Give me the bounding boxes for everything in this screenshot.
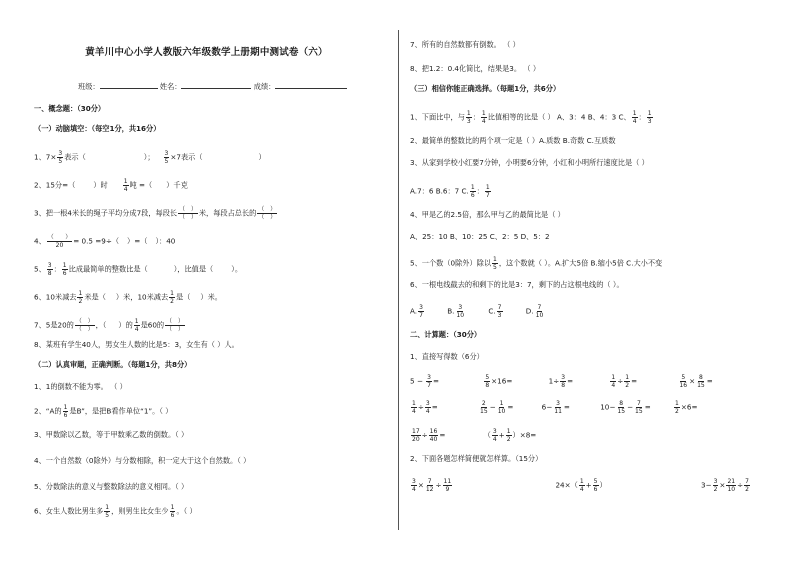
judge-3: 3、甲数除以乙数，等于甲数乘乙数的倒数。（ ） (34, 430, 189, 439)
calc-row-3: $\frac{17}{20}$ ÷ $\frac{16}{40}$ = （ $\frac{3}{4}$ + $\frac{1}{2}$ ）×8= (412, 428, 537, 443)
score-label: 成绩： (253, 82, 276, 91)
calc-2-heading: 2、下面各题怎样简便就怎样算。（15分） (410, 454, 543, 463)
calc-1-heading: 1、直接写得数（6分） (410, 352, 484, 361)
calc-row-1: 5 − $\frac{3}{7}$ = $\frac{5}{8}$ ×16= 1÷ $\frac{3}{8}$ = $\frac{1}{4}$ ÷ $\frac{1}{2}$ = $\frac{5}{16}$ × $\frac{8}{15}$ = (410, 374, 713, 389)
fraction: $\frac{1}{4}$ (123, 178, 128, 193)
score-blank[interactable] (275, 80, 347, 89)
column-divider (398, 30, 399, 530)
fraction: $\frac{1}{4}$ (134, 318, 139, 333)
choice-3-options: A.7：6 B.6：7 C. $\frac{1}{6}$ ： $\frac{1}{7}$ (410, 184, 490, 199)
fraction: $\frac{1}{5}$ (105, 504, 110, 519)
choice-3: 3、从家到学校小红要7分钟，小明要6分钟，小红和小明所行速度比是（ ） (410, 158, 649, 167)
section-4-heading: 二、计算题：（30分） (410, 330, 482, 339)
fraction: $\frac{3}{5}$ (58, 150, 63, 165)
choice-6: 6、一根电线截去的和剩下的比是3：7，剩下的占这根电线的（ ）。 (410, 280, 624, 289)
fraction: $\frac{1}{2}$ (78, 290, 83, 305)
exam-title: 黄羊川中心小学人教版六年级数学上册期中测试卷（六） (85, 47, 328, 58)
fraction: $\frac{3}{10}$ (456, 304, 465, 319)
class-label: 班级： (78, 82, 100, 91)
name-blank[interactable] (181, 80, 251, 89)
fraction: $\frac{7}{10}$ (535, 304, 544, 319)
judge-5: 5、分数除法的意义与整数除法的意义相同。（ ） (34, 482, 189, 491)
class-blank[interactable] (100, 80, 158, 89)
judge-1: 1、1的倒数不能为零。 （ ） (34, 382, 127, 391)
fraction: $\frac{1}{6}$ (170, 504, 175, 519)
student-info-line (78, 80, 379, 92)
question-5: 5、 $\frac{3}{8}$ ： $\frac{1}{6}$ 比成最简单的整数比是（ ），比值是（ ）。 (34, 262, 243, 277)
judge-7: 7、所有的自然数都有倒数。 （ ） (410, 40, 520, 49)
section-3-heading: （三）相信你能正确选择。（每题1分，共6分） (410, 84, 561, 93)
fraction: $\frac{1}{4}$ (481, 110, 486, 125)
blank-fraction[interactable]: $\frac{( )}{20}$ (47, 234, 72, 249)
choice-6-options: A. $\frac{3}{7}$ B. $\frac{3}{10}$ C. $\frac{7}{3}$ D. $\frac{7}{10}$ (410, 304, 544, 319)
question-6: 6、10米减去 $\frac{1}{2}$ 米是（ ）米，10米减去 $\frac{1}{2}$ 是（ ）米。 (34, 290, 222, 305)
question-8: 8、某班有学生40人，男女生人数的比是5：3，女生有（ ）人。 (34, 340, 239, 349)
fraction: $\frac{1}{7}$ (485, 184, 490, 199)
choice-4: 4、甲是乙的2.5倍，那么甲与乙的最简比是（ ） (410, 210, 565, 219)
section-1a-heading: （一）动脑填空：（每空1分，共16分） (34, 124, 161, 133)
fraction: $\frac{1}{6}$ (470, 184, 475, 199)
judge-4: 4、一个自然数（0除外）与分数相除，积一定大于这个自然数。（ ） (34, 456, 251, 465)
choice-1: 1、下面比中，与 $\frac{1}{3}$ ： $\frac{1}{4}$ 比值相等的比是（ ） A、3：4 B、4：3 C、 $\frac{1}{4}$ ： $\frac{1}{3}$ (410, 110, 652, 125)
fraction: $\frac{3}{5}$ (164, 150, 169, 165)
blank-fraction[interactable]: $\frac{( )}{( )}$ (75, 318, 94, 333)
judge-8: 8、把1.2：0.4化简比，结果是3。 （ ） (410, 64, 541, 73)
fraction: $\frac{1}{3}$ (647, 110, 652, 125)
fraction: $\frac{1}{6}$ (63, 404, 68, 419)
choice-4-options: A、25：10 B、10：25 C、2：5 D、5：2 (410, 232, 550, 241)
fraction: $\frac{3}{7}$ (419, 304, 423, 319)
fraction: $\frac{1}{6}$ (62, 262, 67, 277)
question-3: 3、把一根4米长的绳子平均分成7段，每段长 $\frac{( )}{( )}$ 米，每段占总长的 $\frac{( )}{( )}$ (34, 206, 277, 221)
calc-row-2: $\frac{1}{4}$ ÷ $\frac{3}{4}$ = $\frac{2}{15}$ − $\frac{1}{10}$ = 6− $\frac{3}{11}$ = 10− $\frac{8}{15}$ − $\frac{7}{15}$ = $\frac{1}{2}$ ×6= (412, 400, 698, 415)
choice-2: 2、最简单的整数比的两个项一定是（ ）A.质数 B.奇数 C.互质数 (410, 136, 616, 145)
fraction: $\frac{1}{2}$ (170, 290, 174, 305)
blank-fraction[interactable]: $\frac{( )}{( )}$ (166, 318, 184, 333)
section-2-heading: （二）认真审题，正确判断。（每题1分，共8分） (34, 360, 192, 369)
judge-6: 6、女生人数比男生多 $\frac{1}{5}$ ，则男生比女生少 $\frac{1}{6}$ 。（ ） (34, 504, 197, 519)
blank-fraction[interactable]: $\frac{( )}{( )}$ (258, 206, 277, 221)
fraction: $\frac{1}{4}$ (632, 110, 637, 125)
choice-5: 5、一个数（0除外）除以 $\frac{1}{5}$ ，这个数就（ ）。A.扩大5倍 B.缩小5倍 C.大小不变 (410, 256, 663, 271)
calc-row-4: $\frac{3}{4}$ × $\frac{7}{12}$ ÷ $\frac{11}{9}$ 24×（ $\frac{1}{4}$ + $\frac{5}{6}$ ） 3− $\frac{3}{2}$ × $\frac{21}{10}$ ÷ $\frac{7}{2}$ (412, 478, 749, 493)
fraction: $\frac{7}{3}$ (497, 304, 502, 319)
fraction: $\frac{1}{3}$ (466, 110, 471, 125)
fraction: $\frac{1}{5}$ (493, 256, 497, 271)
blank-fraction[interactable]: $\frac{( )}{( )}$ (179, 206, 197, 221)
judge-2: 2、“A的 $\frac{1}{6}$ 是B”，是把B看作单位“1”。（ ） (34, 404, 173, 419)
name-label: 姓名： (159, 82, 182, 91)
section-1-heading: 一、概念题：（30分） (34, 104, 106, 113)
question-4: 4、 $\frac{( )}{20}$ = 0.5 =9÷（ ）=（ ）：40 (34, 234, 176, 249)
question-2: 2、15分=（ ）时 $\frac{1}{4}$ 吨 =（ ）千克 (34, 178, 188, 193)
left-column (34, 38, 379, 519)
fraction: $\frac{3}{8}$ (47, 262, 52, 277)
question-7: 7、5是20的 $\frac{( )}{( )}$ ，（ ）的 $\frac{1}{4}$ 是60的 $\frac{( )}{( )}$ (34, 318, 184, 333)
question-1: 1、7× $\frac{3}{5}$ 表示（ ）； $\frac{3}{5}$ ×7表示（ ） (34, 150, 266, 165)
